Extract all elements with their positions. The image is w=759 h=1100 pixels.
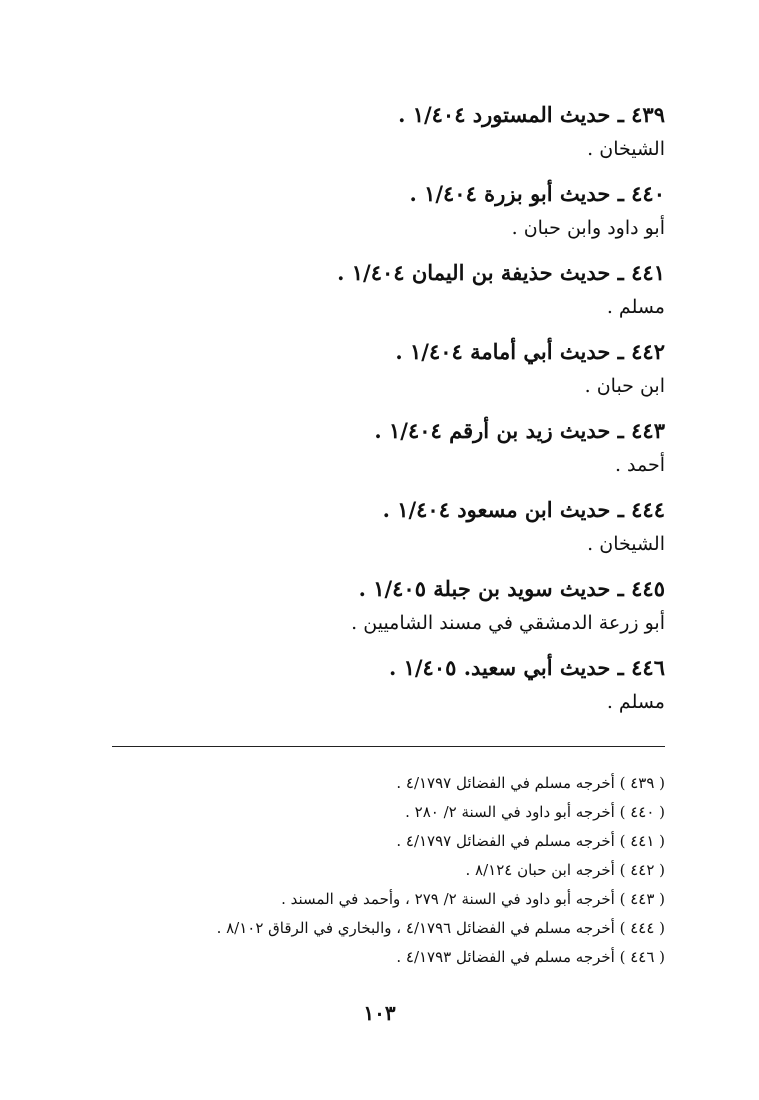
hadith-entry-title: ٤٣٩ ـ حديث المستورد ١/٤٠٤ . [398,102,665,127]
hadith-entry-source: أبو داود وابن حبان . [511,217,665,239]
hadith-entry-title: ٤٤٥ ـ حديث سويد بن جبلة ١/٤٠٥ . [358,576,665,601]
footnote: ( ٤٤٦ ) أخرجه مسلم في الفضائل ٤/١٧٩٣ . [396,948,665,966]
hadith-entry-title: ٤٤١ ـ حديث حذيفة بن اليمان ١/٤٠٤ . [337,260,665,285]
hadith-entry-title: ٤٤٣ ـ حديث زيد بن أرقم ١/٤٠٤ . [374,418,665,443]
footnote: ( ٤٤٤ ) أخرجه مسلم في الفضائل ٤/١٧٩٦ ، والبخاري في الرقاق ٨/١٠٢ . [216,919,665,937]
hadith-entries-list [105,98,665,730]
hadith-entry [105,256,665,324]
hadith-entry-title: ٤٤٢ ـ حديث أبي أمامة ١/٤٠٤ . [395,339,665,364]
hadith-entry [105,572,665,640]
footnote-divider [112,746,665,747]
hadith-entry-title: ٤٤٦ ـ حديث أبي سعيد. ١/٤٠٥ . [388,655,665,680]
hadith-entry-source: مسلم . [606,691,665,713]
hadith-entry-source: أحمد . [614,454,665,476]
page-number: ١٠٣ [363,1001,396,1025]
hadith-entry-source: الشيخان . [587,138,665,160]
hadith-entry [105,651,665,719]
hadith-entry [105,335,665,403]
hadith-entry-source: أبو زرعة الدمشقي في مسند الشاميين . [351,612,665,634]
footnotes-list [85,769,665,972]
hadith-entry [105,177,665,245]
footnote: ( ٤٤١ ) أخرجه مسلم في الفضائل ٤/١٧٩٧ . [396,832,665,850]
hadith-entry [105,493,665,561]
hadith-entry [105,414,665,482]
hadith-entry-source: ابن حبان . [584,375,665,397]
footnote: ( ٤٣٩ ) أخرجه مسلم في الفضائل ٤/١٧٩٧ . [396,774,665,792]
hadith-entry-title: ٤٤٤ ـ حديث ابن مسعود ١/٤٠٤ . [382,497,665,522]
footnote: ( ٤٤٢ ) أخرجه ابن حبان ٨/١٢٤ . [465,861,665,879]
hadith-entry-source: مسلم . [606,296,665,318]
hadith-entry-source: الشيخان . [587,533,665,555]
footnote: ( ٤٤٠ ) أخرجه أبو داود في السنة ٢/ ٢٨٠ . [405,803,665,821]
hadith-entry-title: ٤٤٠ ـ حديث أبو بزرة ١/٤٠٤ . [409,181,665,206]
footnote: ( ٤٤٣ ) أخرجه أبو داود في السنة ٢/ ٢٧٩ ، وأحمد في المسند . [281,890,665,908]
hadith-entry [105,98,665,166]
